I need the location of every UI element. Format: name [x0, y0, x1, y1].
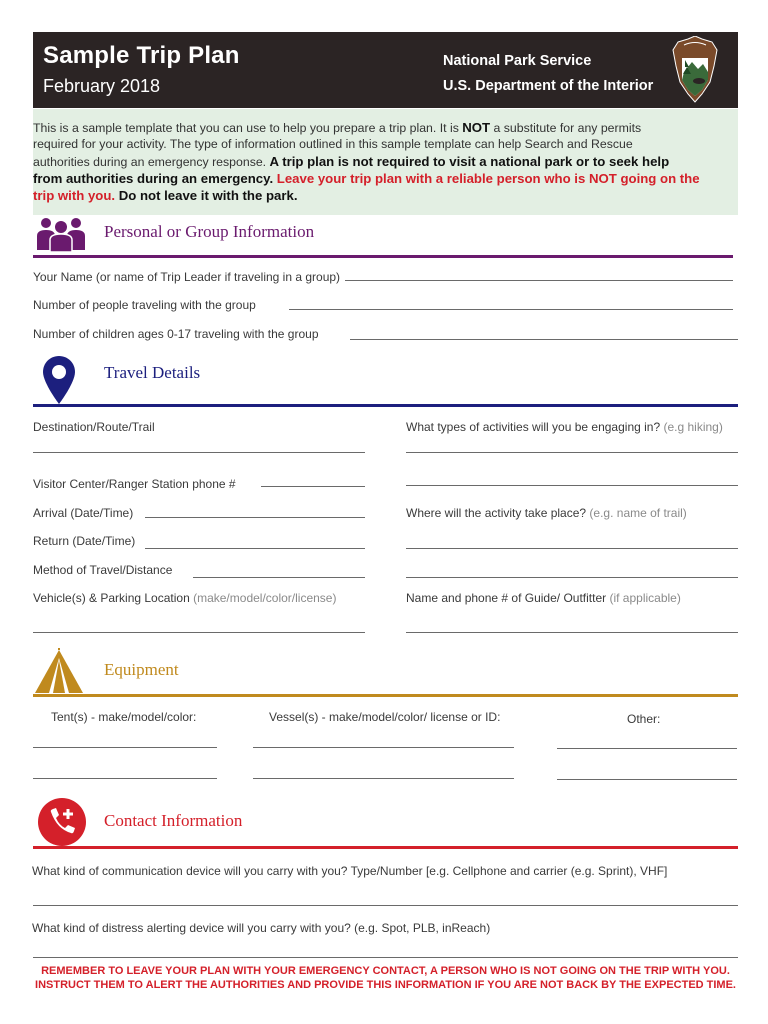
label-communication: What kind of communication device will you carry with you? Type/Number [e.g. Cellphone and carrier (e.g. Sprint), VHF] — [32, 864, 668, 878]
label-vehicle — [33, 591, 336, 605]
label-guide — [406, 591, 681, 605]
label-guide-hint: (if applicable) — [609, 591, 681, 605]
section-title-personal: Personal or Group Information — [104, 222, 315, 241]
field-other-1[interactable] — [557, 748, 737, 749]
intro-line-5 — [33, 187, 743, 205]
intro-bold-2: from authorities during an emergency. — [33, 171, 277, 186]
label-guide-text: Name and phone # of Guide/ Outfitter — [406, 591, 607, 605]
field-method[interactable] — [193, 577, 365, 578]
section-title-travel: Travel Details — [104, 363, 201, 382]
intro-box — [33, 109, 738, 215]
label-arrival: Arrival (Date/Time) — [33, 506, 134, 520]
footer-line-2: INSTRUCT THEM TO ALERT THE AUTHORITIES AND PROVIDE THIS INFORMATION IF YOU ARE NOT BACK BY THE EXPECTED TIME. — [35, 979, 736, 991]
section-rule-contact — [33, 846, 738, 849]
label-destination: Destination/Route/Trail — [33, 420, 155, 434]
label-tents: Tent(s) - make/model/color: — [51, 710, 197, 724]
nps-arrowhead-logo — [670, 36, 720, 104]
label-activities-text: What types of activities will you be engaging in? — [406, 420, 661, 434]
field-number-people[interactable] — [289, 309, 733, 310]
field-vessels-2[interactable] — [253, 778, 514, 779]
label-return: Return (Date/Time) — [33, 534, 136, 548]
label-other: Other: — [627, 712, 661, 726]
field-return[interactable] — [145, 548, 365, 549]
map-pin-icon — [42, 355, 76, 405]
footer-line-1: REMEMBER TO LEAVE YOUR PLAN WITH YOUR EMERGENCY CONTACT, A PERSON WHO IS NOT GOING ON THE TRIP WITH YOU. — [41, 965, 730, 977]
intro-text-4: authorities during an emergency response. — [33, 155, 270, 169]
section-rule-travel — [33, 404, 738, 407]
label-distress: What kind of distress alerting device will you carry with you? (e.g. Spot, PLB, inReach) — [32, 921, 491, 935]
field-where-1[interactable] — [406, 548, 738, 549]
field-other-2[interactable] — [557, 779, 737, 780]
label-where-text: Where will the activity take place? — [406, 506, 587, 520]
section-rule-personal — [33, 255, 733, 258]
label-number-people: Number of people traveling with the group — [33, 298, 256, 312]
field-visitor-center[interactable] — [261, 486, 365, 487]
intro-line-1 — [33, 119, 743, 137]
intro-line-2: required for your activity. The type of information outlined in this sample template can help Search and Rescue — [33, 137, 633, 151]
section-rule-equipment — [33, 694, 738, 697]
field-guide[interactable] — [406, 632, 738, 633]
field-your-name[interactable] — [345, 280, 733, 281]
section-title-equipment: Equipment — [104, 660, 179, 679]
label-vehicle-hint: (make/model/color/license) — [193, 591, 337, 605]
label-your-name: Your Name (or name of Trip Leader if traveling in a group) — [33, 270, 341, 284]
field-communication[interactable] — [33, 905, 738, 906]
intro-line-3 — [33, 153, 743, 171]
field-tents-2[interactable] — [33, 778, 217, 779]
label-vessels: Vessel(s) - make/model/color/ license or ID: — [269, 710, 501, 724]
field-vehicle[interactable] — [33, 632, 365, 633]
intro-line-4 — [33, 170, 743, 188]
intro-text-1: This is a sample template that you can use to help you prepare a trip plan. It is — [33, 121, 463, 135]
agency-line-1: National Park Service — [443, 53, 592, 69]
intro-red-2: trip with you. — [33, 188, 119, 203]
agency-name — [443, 49, 653, 99]
field-activities-1[interactable] — [406, 452, 738, 453]
section-title-contact: Contact Information — [104, 811, 243, 830]
field-destination[interactable] — [33, 452, 365, 453]
field-tents-1[interactable] — [33, 747, 217, 748]
phone-plus-icon — [37, 797, 87, 847]
intro-text-2: a substitute for any permits — [490, 121, 642, 135]
footer-reminder — [33, 964, 738, 992]
label-number-children: Number of children ages 0-17 traveling with the group — [33, 327, 319, 341]
field-where-2[interactable] — [406, 577, 738, 578]
tent-icon — [34, 648, 84, 694]
label-where — [406, 506, 687, 520]
intro-not-emphasis: NOT — [462, 120, 491, 135]
agency-line-2: U.S. Department of the Interior — [443, 78, 654, 94]
field-distress[interactable] — [33, 957, 738, 958]
intro-bold-1: A trip plan is not required to visit a national park or to seek help — [269, 154, 670, 169]
field-arrival[interactable] — [145, 517, 365, 518]
label-activities-hint: (e.g hiking) — [663, 420, 723, 434]
label-visitor-center: Visitor Center/Ranger Station phone # — [33, 477, 236, 491]
label-where-hint: (e.g. name of trail) — [589, 506, 687, 520]
field-number-children[interactable] — [350, 339, 738, 340]
intro-red-1: Leave your trip plan with a reliable person who is NOT going on the — [276, 171, 700, 186]
intro-bold-3: Do not leave it with the park. — [118, 188, 298, 203]
field-activities-2[interactable] — [406, 485, 738, 486]
group-people-icon — [36, 214, 86, 252]
field-vessels-1[interactable] — [253, 747, 514, 748]
label-activities — [406, 420, 723, 434]
label-method: Method of Travel/Distance — [33, 563, 173, 577]
page-title: Sample Trip Plan — [43, 42, 240, 69]
label-vehicle-text: Vehicle(s) & Parking Location — [33, 591, 190, 605]
page-date: February 2018 — [43, 76, 161, 96]
